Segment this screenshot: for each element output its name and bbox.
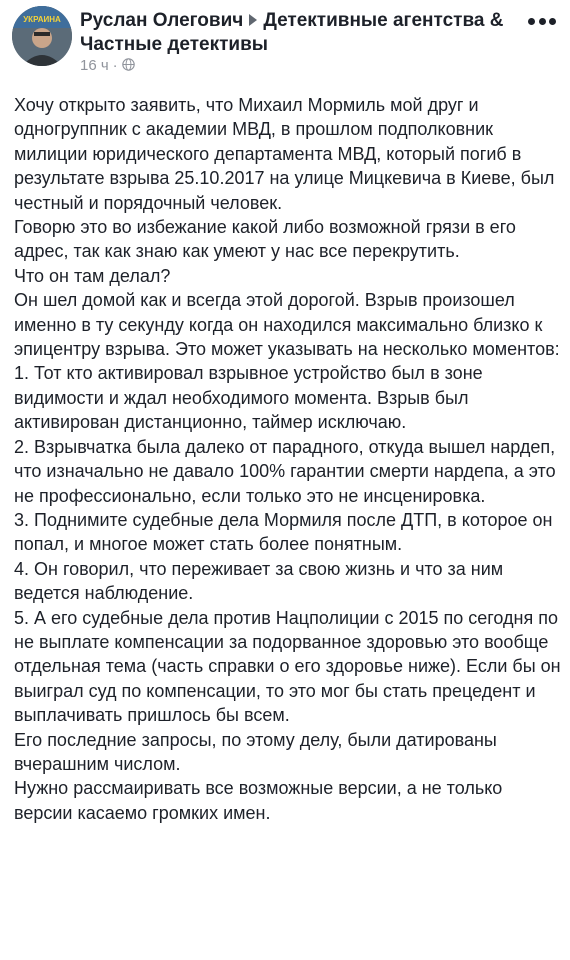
post-header-title xyxy=(80,9,520,57)
more-dots-icon[interactable] xyxy=(528,14,556,28)
arrow-right-icon xyxy=(249,14,257,26)
group-name[interactable]: Детективные агентства & Частные детективы xyxy=(80,10,504,55)
post-meta xyxy=(80,57,135,75)
timestamp[interactable]: 16 ч xyxy=(80,57,109,74)
avatar-image xyxy=(12,6,72,66)
author-name[interactable]: Руслан Олегович xyxy=(80,10,244,31)
post-text: Хочу открыто заявить, что Михаил Мормиль мой друг и одногруппник с академии МВД, в прошлом подполковник милиции юридического департамента МВД, который погиб в результате взрыва 25.10.2017 на улице Мицкевича в Киеве, был честный и порядочный человек. Говорю это во избежание какой либо возможной грязи в его адрес, так как знаю как умеют у нас все перекрутить. Что он там делал? Он шел домой как и всегда этой дорогой. Взрыв произошел именно в ту секунду когда он находился максимально близко к эпицентру взрыва. Это может указывать на несколько моментов: 1. Тот кто активировал взрывное устройство был в зоне видимости и ждал необходимого момента. Взрыв был активирован дистанционно, таймер исключаю. 2. Взрывчатка была далеко от парадного, откуда вышел нардеп, что изначально не давало 100% гарантии смерти нардепа, а это не профессионально, если только это не инсценировка. 3. Поднимите судебные дела Мормиля после ДТП, в которое он попал, и многое может стать более понятным. 4. Он говорил, что переживает за свою жизнь и что за ним ведется наблюдение. 5. А его судебные дела против Нацполиции с 2015 по сегодня по не выплате компенсации за подорванное здоровью это вообще отдельная тема (часть справки о его здоровье ниже). Если бы он выиграл суд по компенсации, то это мог бы стать прецедент и выплачивать пришлось бы всем. Его последние запросы, по этому делу, были датированы вчерашним числом. Нужно рассмаиривать все возможные версии, а не только версии касаемо громких имен. xyxy=(14,95,561,823)
globe-icon xyxy=(122,58,135,71)
post-header xyxy=(0,0,570,92)
svg-text:УКРАИНА: УКРАИНА xyxy=(23,15,61,24)
avatar[interactable] xyxy=(12,6,72,66)
meta-separator: · xyxy=(112,57,118,74)
